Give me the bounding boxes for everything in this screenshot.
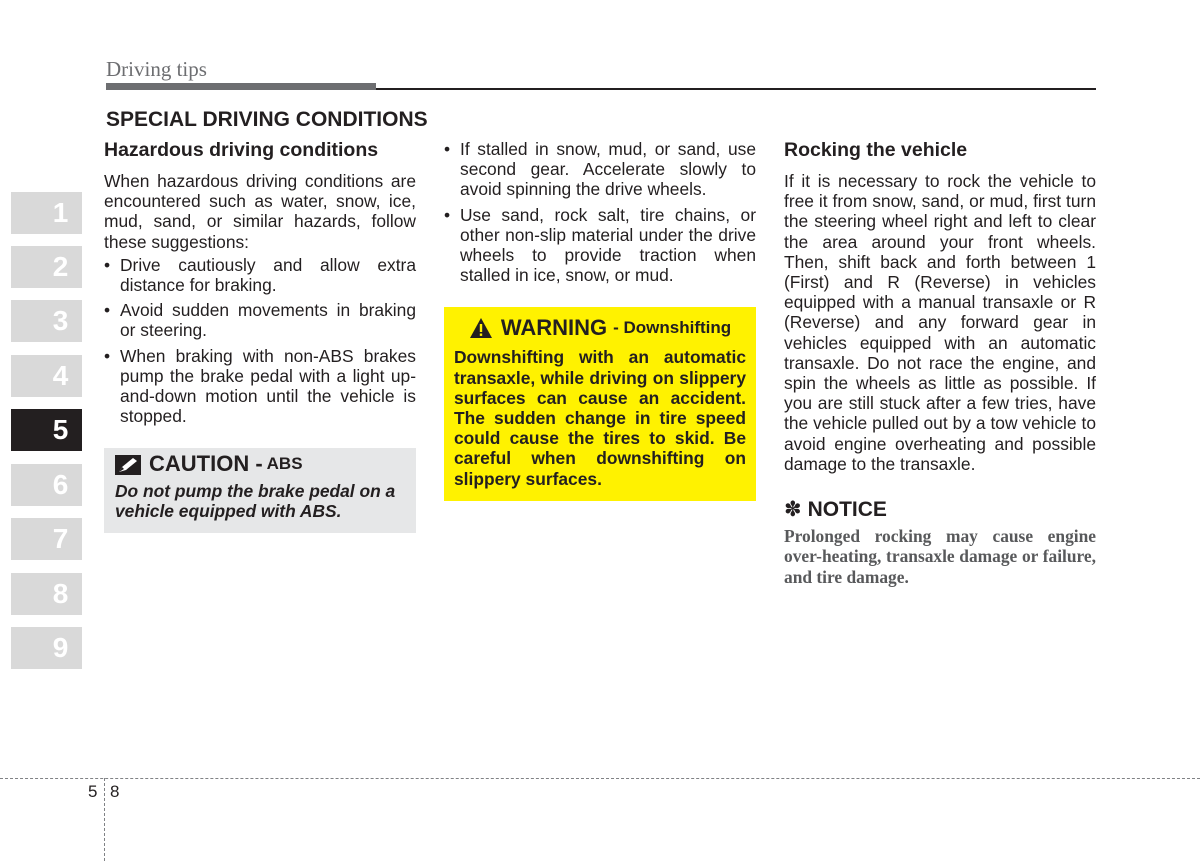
notice-heading xyxy=(784,500,1096,520)
stalled-tips-list xyxy=(444,139,756,285)
hazardous-conditions-list xyxy=(104,255,416,427)
hazardous-conditions-intro: When hazardous driving conditions are encountered such as water, snow, ice, mud, sand, or similar hazards, follow these suggestions: xyxy=(104,171,416,252)
warning-heading xyxy=(454,317,746,339)
chapter-tab-3[interactable]: 3 xyxy=(11,300,82,342)
warning-topic: - Downshifting xyxy=(613,318,732,338)
chapter-tab-5-active[interactable]: 5 xyxy=(11,409,82,451)
header-accent-bar xyxy=(106,83,376,90)
chapter-tab-7[interactable]: 7 xyxy=(11,518,82,560)
caution-text: Do not pump the brake pedal on a vehicle equipped with ABS. xyxy=(115,480,396,521)
notice-text: Prolonged rocking may cause engine over-heating, transaxle damage or failure, and tire damage. xyxy=(784,526,1096,587)
notice-label: NOTICE xyxy=(807,498,887,522)
chapter-tab-8[interactable]: 8 xyxy=(11,573,82,615)
page-title: SPECIAL DRIVING CONDITIONS xyxy=(106,108,428,131)
caution-label: CAUTION - xyxy=(149,451,263,477)
page-number-page: 8 xyxy=(110,782,120,801)
warning-label: WARNING xyxy=(500,315,608,341)
chapter-tab-4[interactable]: 4 xyxy=(11,355,82,397)
column-rocking-vehicle xyxy=(784,139,1096,587)
chapter-tab-2[interactable]: 2 xyxy=(11,246,82,288)
warning-triangle-icon xyxy=(469,317,493,339)
page-number-chapter: 5 xyxy=(88,782,98,801)
caution-heading xyxy=(115,451,406,477)
caution-pencil-icon xyxy=(115,455,141,475)
warning-text: Downshifting with an automatic transaxle, while driving on slippery surfaces can cause an accident. The sudden change in tire speed could cause the tires to skid. Be careful when downshifting on slippery surfaces. xyxy=(454,347,746,489)
list-item: • Drive cautiously and allow extra distance for braking. xyxy=(104,255,416,295)
section-label: Driving tips xyxy=(106,57,207,81)
chapter-tab-1[interactable]: 1 xyxy=(11,192,82,234)
column-hazardous-conditions xyxy=(104,139,416,533)
hazardous-conditions-heading: Hazardous driving conditions xyxy=(104,139,379,161)
caution-topic: ABS xyxy=(266,454,303,474)
chapter-tab-6[interactable]: 6 xyxy=(11,464,82,506)
footer-rule xyxy=(0,778,1200,779)
rocking-vehicle-heading: Rocking the vehicle xyxy=(784,139,968,161)
list-item: • Use sand, rock salt, tire chains, or other non-slip material under the drive wheels to provide traction when stalled in ice, snow, or mud. xyxy=(444,205,756,286)
list-item: • If stalled in snow, mud, or sand, use second gear. Accelerate slowly to avoid spinning the drive wheels. xyxy=(444,139,756,200)
warning-box xyxy=(444,307,756,500)
list-item: • Avoid sudden movements in braking or steering. xyxy=(104,300,416,340)
notice-asterisk-icon: ✽ xyxy=(784,498,802,522)
chapter-tab-9[interactable]: 9 xyxy=(11,627,82,669)
list-item: • When braking with non-ABS brakes pump the brake pedal with a light up-and-down motion until the vehicle is stopped. xyxy=(104,346,416,427)
footer-divider xyxy=(104,778,105,861)
rocking-vehicle-body: If it is necessary to rock the vehicle to free it from snow, sand, or mud, first turn the steering wheel right and left to clear the area around your front wheels. Then, shift back and forth between 1 (First) and R (Reverse) in vehicles equipped with a manual transaxle or R (Reverse) and any forward gear in vehicles equipped with an automatic transaxle. Do not race the engine, and spin the wheels as little as possible. If you are still stuck after a few tries, have the vehicle pulled out by a tow vehicle to avoid engine overheating and possible damage to the transaxle. xyxy=(784,171,1096,474)
caution-box xyxy=(104,448,416,533)
column-stalled-vehicle xyxy=(444,139,756,501)
